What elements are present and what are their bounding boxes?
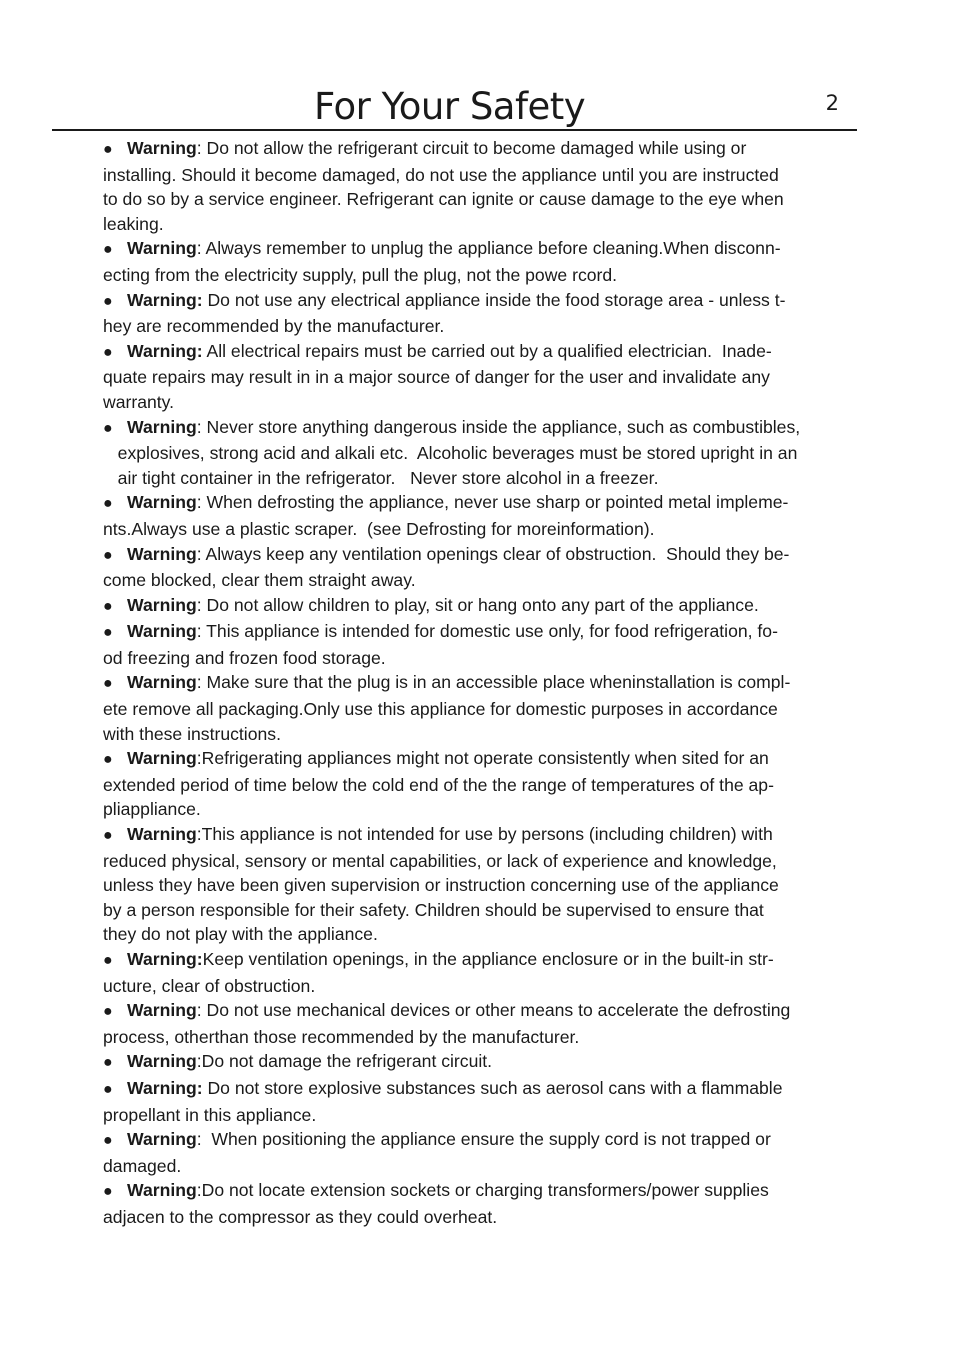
warning-text: :Do not locate extension sockets or charging transformers/power supplies — [196, 1180, 769, 1201]
bullet-icon: ● — [103, 1183, 113, 1201]
warning-first-line — [103, 593, 853, 620]
warning-first-line — [103, 746, 853, 773]
warning-first-line — [103, 670, 853, 697]
warning-label: Warning: — [127, 289, 203, 310]
warning-text-line: pliappliance. — [103, 799, 201, 820]
warning-text-line: hey are recommended by the manufacturer. — [103, 316, 445, 337]
warning-text-line: reduced physical, sensory or mental capabilities, or lack of experience and knowledge, — [103, 850, 777, 871]
warning-text: :Do not damage the refrigerant circuit. — [196, 1051, 493, 1072]
warning-text-line: leaking. — [103, 213, 164, 234]
warning-item — [103, 288, 853, 339]
warning-text: All electrical repairs must be carried out by a qualified electrician. Inade- — [202, 340, 772, 361]
warning-label: Warning — [127, 492, 197, 513]
warning-first-line — [103, 947, 853, 974]
warning-item — [103, 998, 853, 1049]
bullet-icon: ● — [103, 1080, 113, 1098]
warning-label: Warning — [127, 824, 197, 845]
warning-text-line: ete remove all packaging.Only use this appliance for domestic purposes in accordance — [103, 699, 778, 720]
warning-text: Do not use any electrical appliance inside the food storage area - unless t- — [202, 289, 786, 310]
warning-text: : Never store anything dangerous inside the appliance, such as combustibles, — [196, 416, 801, 437]
warning-label: Warning: — [127, 1077, 203, 1098]
warning-item — [103, 1049, 853, 1076]
warning-item — [103, 670, 853, 746]
warning-label: Warning — [127, 594, 197, 615]
page-title: For Your Safety — [314, 85, 586, 128]
warning-first-line — [103, 288, 853, 315]
warning-text: Keep ventilation openings, in the appliance enclosure or in the built-in str- — [202, 949, 774, 969]
bullet-icon: ● — [103, 952, 113, 969]
warning-text-line: by a person responsible for their safety. Children should be supervised to ensure that — [103, 899, 764, 920]
warning-label: Warning — [127, 672, 197, 693]
warning-label: Warning — [127, 748, 197, 769]
bullet-icon: ● — [103, 241, 113, 259]
warning-item — [103, 746, 853, 822]
warning-item — [103, 339, 853, 415]
warning-first-line — [103, 236, 853, 263]
warning-text: : This appliance is intended for domestic use only, for food refrigeration, fo- — [196, 621, 778, 642]
warning-label: Warning: — [127, 340, 203, 361]
warning-text: : Always keep any ventilation openings clear of obstruction. Should they be- — [196, 543, 790, 564]
warning-text-line: explosives, strong acid and alkali etc. Alcoholic beverages must be stored upright in an — [103, 443, 798, 464]
warning-item — [103, 593, 853, 620]
warning-item — [103, 1076, 853, 1127]
warning-label: Warning — [127, 1051, 197, 1072]
page-header — [52, 82, 857, 131]
warning-text-line: ucture, clear of obstruction. — [103, 975, 316, 996]
warning-text-line: extended period of time below the cold end of the the range of temperatures of the ap- — [103, 774, 774, 795]
warning-text: :Refrigerating appliances might not operate consistently when sited for an — [196, 748, 769, 769]
bullet-icon: ● — [103, 495, 113, 513]
warning-text-line: unless they have been given supervision or instruction concerning use of the appliance — [103, 875, 779, 896]
warning-text-line: process, otherthan those recommended by the manufacturer. — [103, 1026, 580, 1047]
warning-first-line — [103, 415, 853, 442]
warning-first-line — [103, 1127, 853, 1154]
bullet-icon: ● — [103, 141, 113, 158]
warning-item — [103, 822, 853, 947]
warning-item — [103, 136, 853, 236]
warning-text: : Always remember to unplug the appliance before cleaning.When disconn- — [196, 238, 781, 259]
warning-first-line — [103, 136, 853, 163]
warning-label: Warning — [127, 416, 197, 437]
warning-label: Warning — [127, 621, 197, 642]
warning-text-line: warranty. — [103, 391, 175, 412]
warning-first-line — [103, 542, 853, 569]
bullet-icon: ● — [103, 1054, 113, 1072]
warning-item — [103, 415, 853, 491]
warning-text-line: air tight container in the refrigerator. Never store alcohol in a freezer. — [103, 467, 659, 488]
warning-text-line: to do so by a service engineer. Refrigerant can ignite or cause damage to the eye when — [103, 189, 784, 210]
warning-item — [103, 1127, 853, 1178]
warning-first-line — [103, 339, 853, 366]
bullet-icon: ● — [103, 1003, 113, 1021]
warning-text: : Do not allow children to play, sit or hang onto any part of the appliance. — [196, 594, 759, 615]
warning-text: : When positioning the appliance ensure the supply cord is not trapped or — [196, 1129, 771, 1150]
warning-first-line — [103, 1178, 853, 1205]
warning-text-line: they do not play with the appliance. — [103, 924, 378, 945]
warning-label: Warning — [127, 238, 197, 259]
bullet-icon: ● — [103, 597, 113, 615]
warning-label: Warning — [127, 1129, 197, 1150]
warning-text-line: nts.Always use a plastic scraper. (see Defrosting for moreinformation). — [103, 518, 655, 539]
bullet-icon: ● — [103, 1132, 113, 1150]
warning-text: :This appliance is not intended for use by persons (including children) with — [196, 824, 773, 845]
warning-text: : Do not allow the refrigerant circuit to become damaged while using or — [196, 138, 747, 158]
warning-first-line — [103, 1049, 853, 1076]
warning-text-line: propellant in this appliance. — [103, 1104, 317, 1125]
warning-text-line: damaged. — [103, 1155, 182, 1176]
warning-first-line — [103, 490, 853, 517]
page-number: 2 — [825, 91, 839, 115]
warning-item — [103, 490, 853, 541]
bullet-icon: ● — [103, 419, 113, 437]
warning-text-line: with these instructions. — [103, 723, 281, 744]
warning-item — [103, 542, 853, 593]
bullet-icon: ● — [103, 546, 113, 564]
warning-item — [103, 619, 853, 670]
bullet-icon: ● — [103, 624, 113, 642]
warning-label: Warning — [127, 1180, 197, 1201]
warning-item — [103, 1178, 853, 1229]
warning-first-line — [103, 1076, 853, 1103]
warning-first-line — [103, 619, 853, 646]
warning-text-line: adjacen to the compressor as they could overheat. — [103, 1206, 498, 1227]
bullet-icon: ● — [103, 675, 113, 693]
bullet-icon: ● — [103, 292, 113, 310]
warning-label: Warning — [127, 1000, 197, 1021]
warning-text-line: ecting from the electricity supply, pull the plug, not the powe rcord. — [103, 264, 618, 285]
warning-text-line: come blocked, clear them straight away. — [103, 570, 416, 591]
warning-text: : Do not use mechanical devices or other means to accelerate the defrosting — [196, 1000, 791, 1021]
warning-first-line — [103, 822, 853, 849]
warning-first-line — [103, 998, 853, 1025]
warning-text-line: quate repairs may result in in a major source of danger for the user and invalidate any — [103, 367, 770, 388]
warning-text-line: installing. Should it become damaged, do not use the appliance until you are instructed — [103, 164, 779, 185]
warning-label: Warning — [127, 138, 197, 158]
warning-item — [103, 947, 853, 998]
warning-text-line: od freezing and frozen food storage. — [103, 647, 386, 668]
warning-text: : Make sure that the plug is in an accessible place wheninstallation is compl- — [196, 672, 791, 693]
warning-label: Warning — [127, 543, 197, 564]
bullet-icon: ● — [103, 751, 113, 769]
warning-text: Do not store explosive substances such as aerosol cans with a flammable — [202, 1077, 783, 1098]
warning-text: : When defrosting the appliance, never use sharp or pointed metal impleme- — [196, 492, 789, 513]
warning-label: Warning: — [127, 949, 203, 969]
warnings-list — [103, 136, 853, 1230]
bullet-icon: ● — [103, 343, 113, 361]
warning-item — [103, 236, 853, 287]
bullet-icon: ● — [103, 827, 113, 845]
